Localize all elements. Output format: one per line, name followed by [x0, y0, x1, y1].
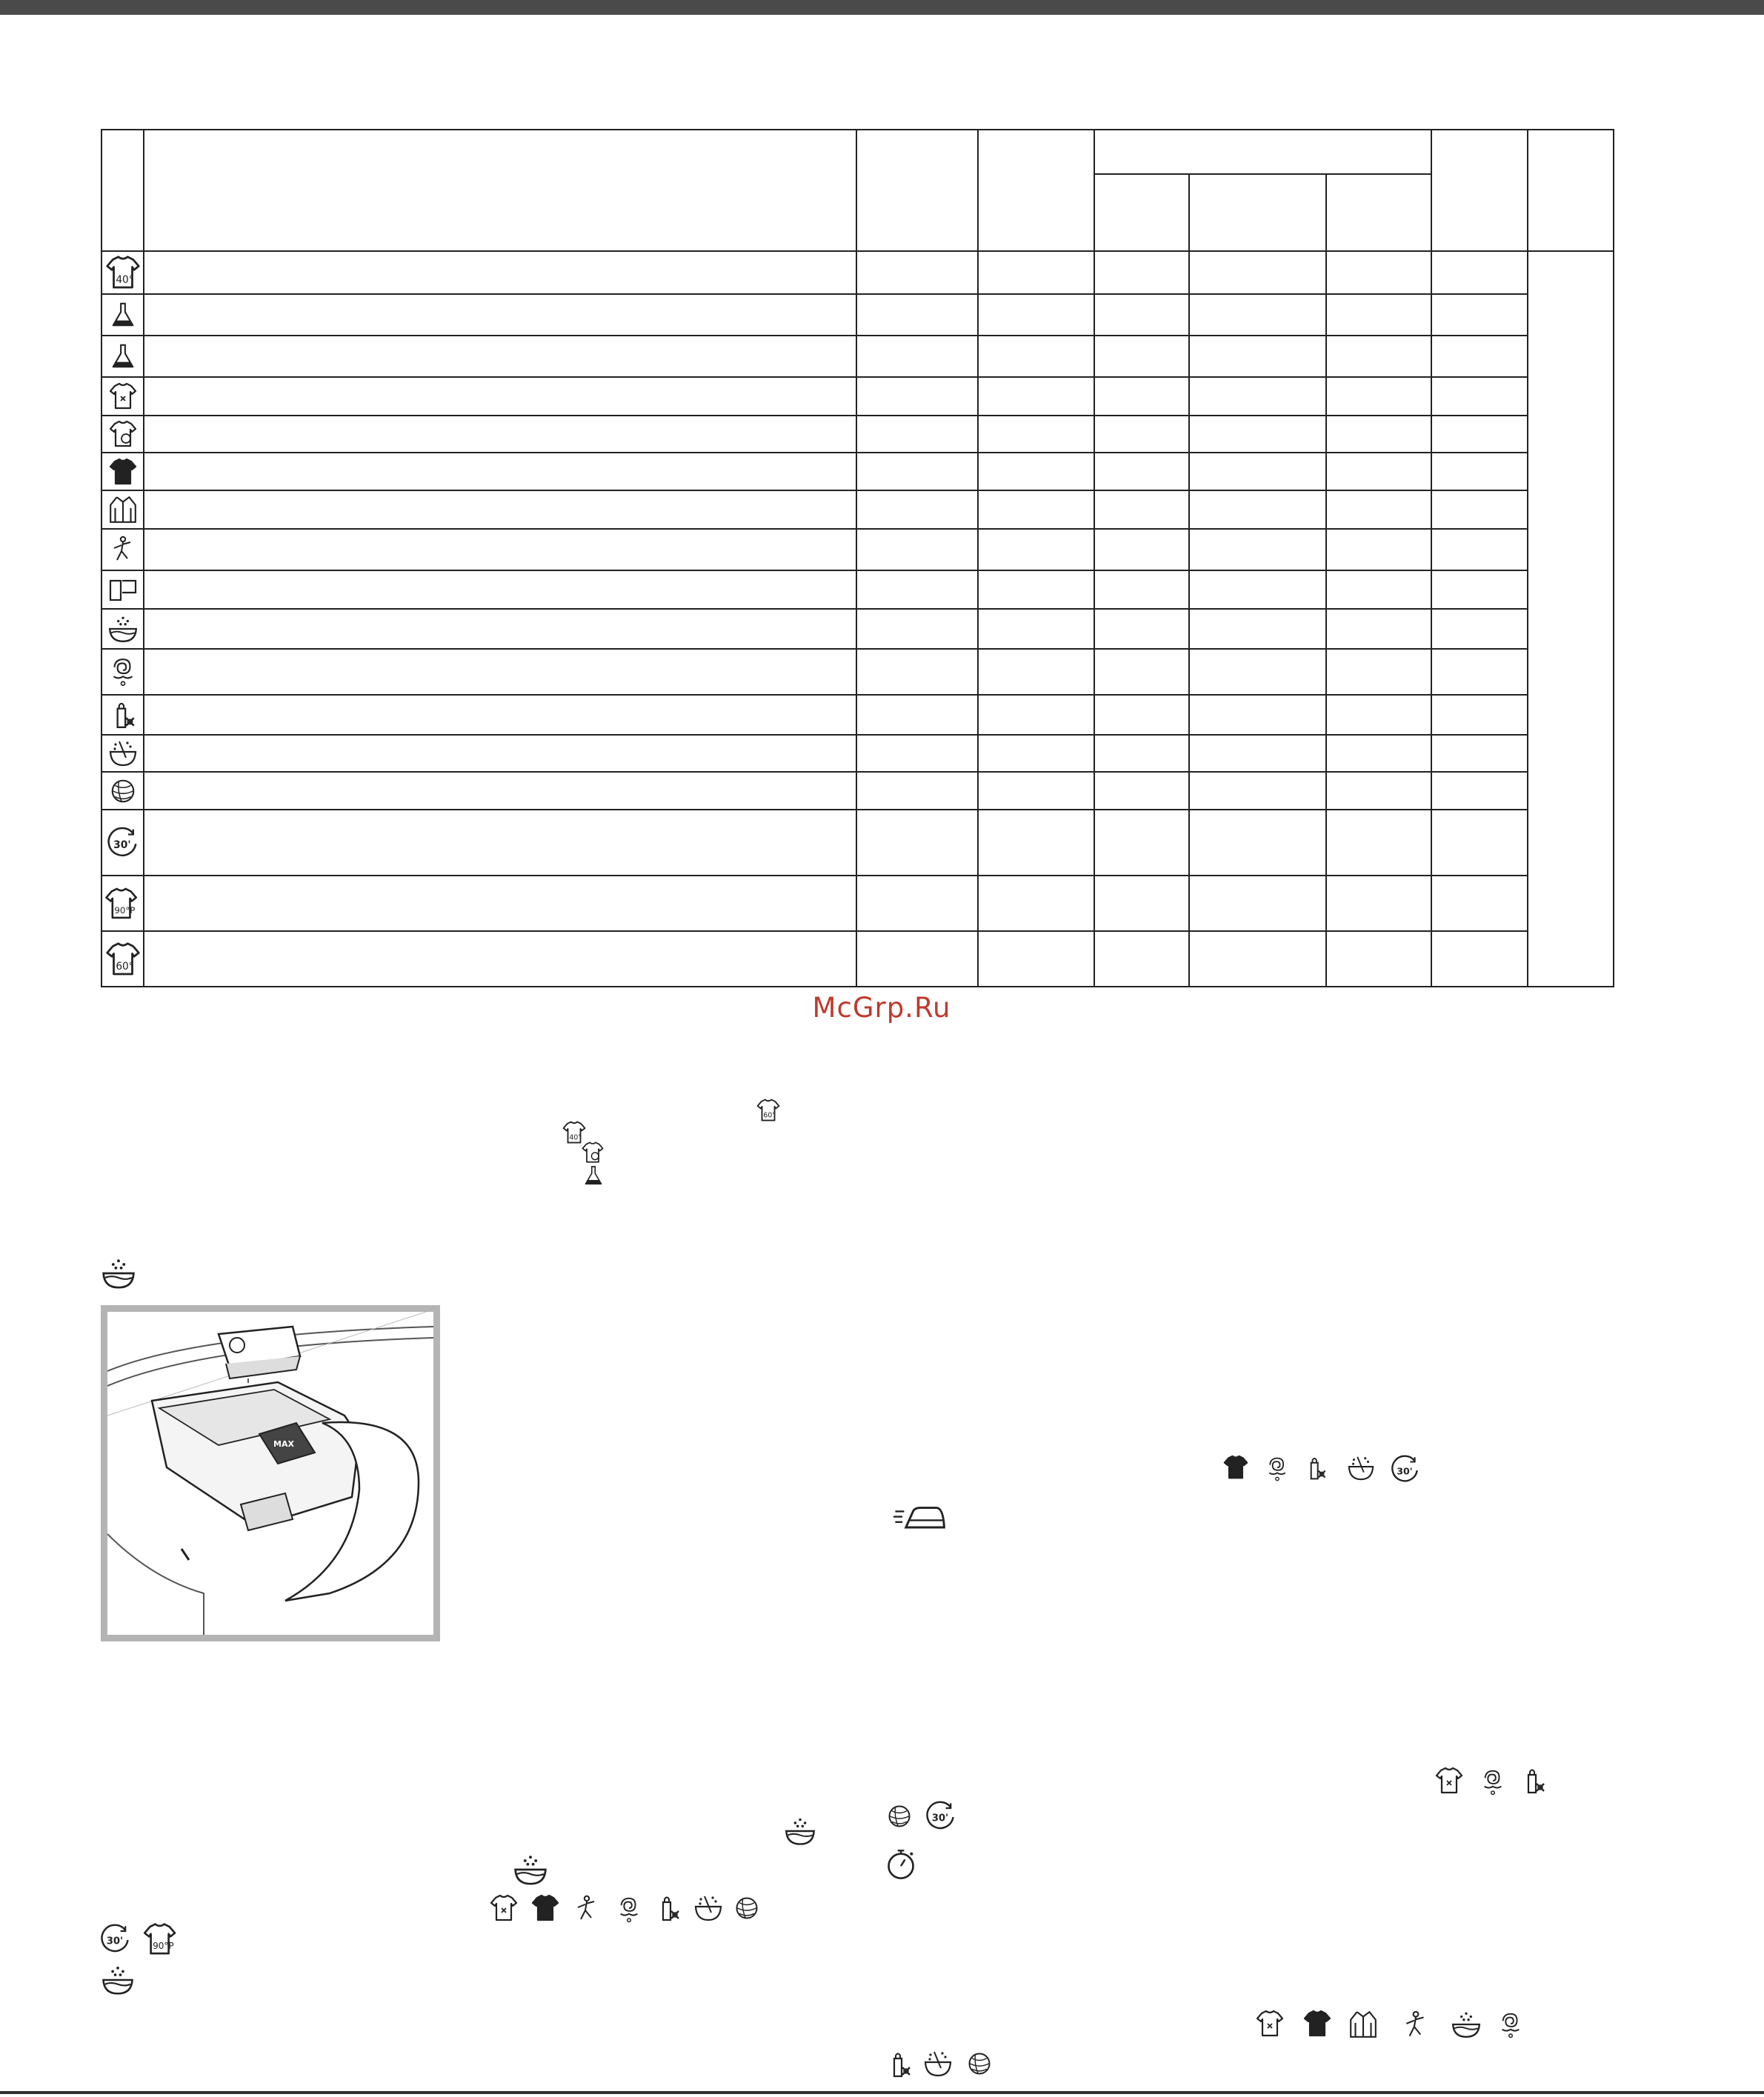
handwash-basin-icon [784, 1815, 816, 1847]
header-subcell [1094, 174, 1189, 251]
cotton-90p-icon [139, 1921, 184, 1957]
header-cell [856, 130, 978, 251]
table-row [101, 416, 1614, 453]
shirt-x-icon [101, 377, 144, 416]
top-bar [0, 0, 1764, 15]
table-row [101, 251, 1614, 294]
svg-text:90°P: 90°P [153, 1941, 174, 1952]
shirt-stain-icon [581, 1141, 605, 1164]
eco-swirl-icon [615, 1893, 643, 1926]
dark-shirt-icon [101, 453, 144, 490]
table-row [101, 294, 1614, 336]
synthetic-flask-icon [101, 294, 144, 336]
table-row [101, 490, 1614, 529]
timer-icon [885, 1846, 917, 1883]
wool-ball-icon [733, 1895, 760, 1921]
delicates-basin-icon [693, 1893, 723, 1923]
header-cell [1431, 130, 1528, 251]
table-row [101, 336, 1614, 377]
svg-text:60°: 60° [763, 1111, 776, 1120]
header-cell [101, 130, 144, 251]
svg-text:30': 30' [106, 1936, 124, 1947]
towels-icon [101, 570, 144, 609]
baby-bottle-icon [885, 2049, 914, 2080]
wool-ball-icon [886, 1803, 913, 1830]
svg-text:90°P: 90°P [113, 904, 135, 916]
svg-text:40°: 40° [115, 273, 134, 286]
eco-swirl-icon [1264, 1454, 1291, 1484]
handwash-basin-icon [1451, 2009, 1482, 2040]
cotton-40-icon [101, 251, 144, 294]
table-row [101, 609, 1614, 649]
cotton-60-icon [756, 1098, 781, 1123]
eco-swirl-icon [101, 649, 144, 695]
baby-bottle-icon [1302, 1454, 1329, 1482]
table-header-row-1 [101, 130, 1614, 174]
handwash-basin-icon [101, 1963, 135, 1997]
svg-text:30': 30' [113, 839, 131, 851]
side-merged-cell [1528, 251, 1614, 987]
table-row [101, 876, 1614, 931]
detergent-basin-icon [513, 1852, 548, 1887]
table-row [101, 570, 1614, 609]
wool-ball-icon [101, 772, 144, 810]
sport-person-icon [101, 529, 144, 570]
synthetic-flask-icon [101, 336, 144, 377]
svg-text:30': 30' [931, 1813, 949, 1824]
cotton-60-icon [101, 931, 144, 987]
jacket-icon [101, 490, 144, 529]
shirt-x-icon [1434, 1766, 1464, 1796]
iron-icon [885, 1501, 955, 1536]
handwash-basin-icon [101, 609, 144, 649]
dark-shirt-icon [1302, 2009, 1332, 2038]
table-row [101, 453, 1614, 490]
header-subcell [1189, 174, 1326, 251]
baby-bottle-icon [653, 1893, 683, 1923]
cotton-90p-icon [101, 876, 144, 931]
svg-text:30': 30' [1397, 1465, 1413, 1477]
table-row [101, 649, 1614, 695]
header-cell [1528, 130, 1614, 251]
table-row [101, 377, 1614, 416]
eco-swirl-icon [1497, 2009, 1525, 2041]
watermark: McGrp.Ru [812, 992, 951, 1024]
header-group-cell [1094, 130, 1431, 174]
dark-shirt-icon [530, 1893, 560, 1923]
svg-text:40°: 40° [569, 1133, 582, 1142]
delicates-basin-icon [923, 2049, 953, 2078]
dark-shirt-icon [1222, 1454, 1249, 1481]
table-row [101, 931, 1614, 987]
quick-30-icon [1390, 1454, 1421, 1485]
baby-bottle-icon [101, 695, 144, 735]
jacket-icon [1347, 2009, 1379, 2040]
wool-ball-icon [966, 2050, 993, 2077]
baby-bottle-icon [1519, 1766, 1548, 1796]
table-row [101, 810, 1614, 876]
table-row [101, 772, 1614, 810]
table-row [101, 529, 1614, 570]
detergent-drawer-illustration [101, 1305, 440, 1641]
delicates-basin-icon [1347, 1454, 1375, 1482]
sport-person-icon [1400, 2009, 1431, 2041]
table-row [101, 695, 1614, 735]
header-subcell [1326, 174, 1431, 251]
shirt-x-icon [1255, 2009, 1285, 2038]
quick-30-icon [99, 1923, 132, 1956]
table-row [101, 735, 1614, 772]
svg-text:MAX: MAX [273, 1439, 294, 1449]
detergent-basin-icon [101, 1256, 136, 1291]
quick-30-icon [101, 810, 144, 876]
synthetic-flask-icon [582, 1164, 605, 1187]
delicates-basin-icon [101, 735, 144, 772]
drawer-drawing [107, 1312, 433, 1635]
bottom-rule [0, 2091, 1764, 2094]
quick-30-icon [925, 1800, 957, 1833]
shirt-stain-icon [101, 416, 144, 453]
sport-person-icon [572, 1893, 602, 1924]
header-cell [144, 130, 856, 251]
programs-table [101, 129, 1614, 987]
header-cell [978, 130, 1094, 251]
shirt-x-icon [489, 1893, 519, 1923]
eco-swirl-icon [1479, 1766, 1507, 1798]
svg-text:60°: 60° [115, 960, 134, 973]
